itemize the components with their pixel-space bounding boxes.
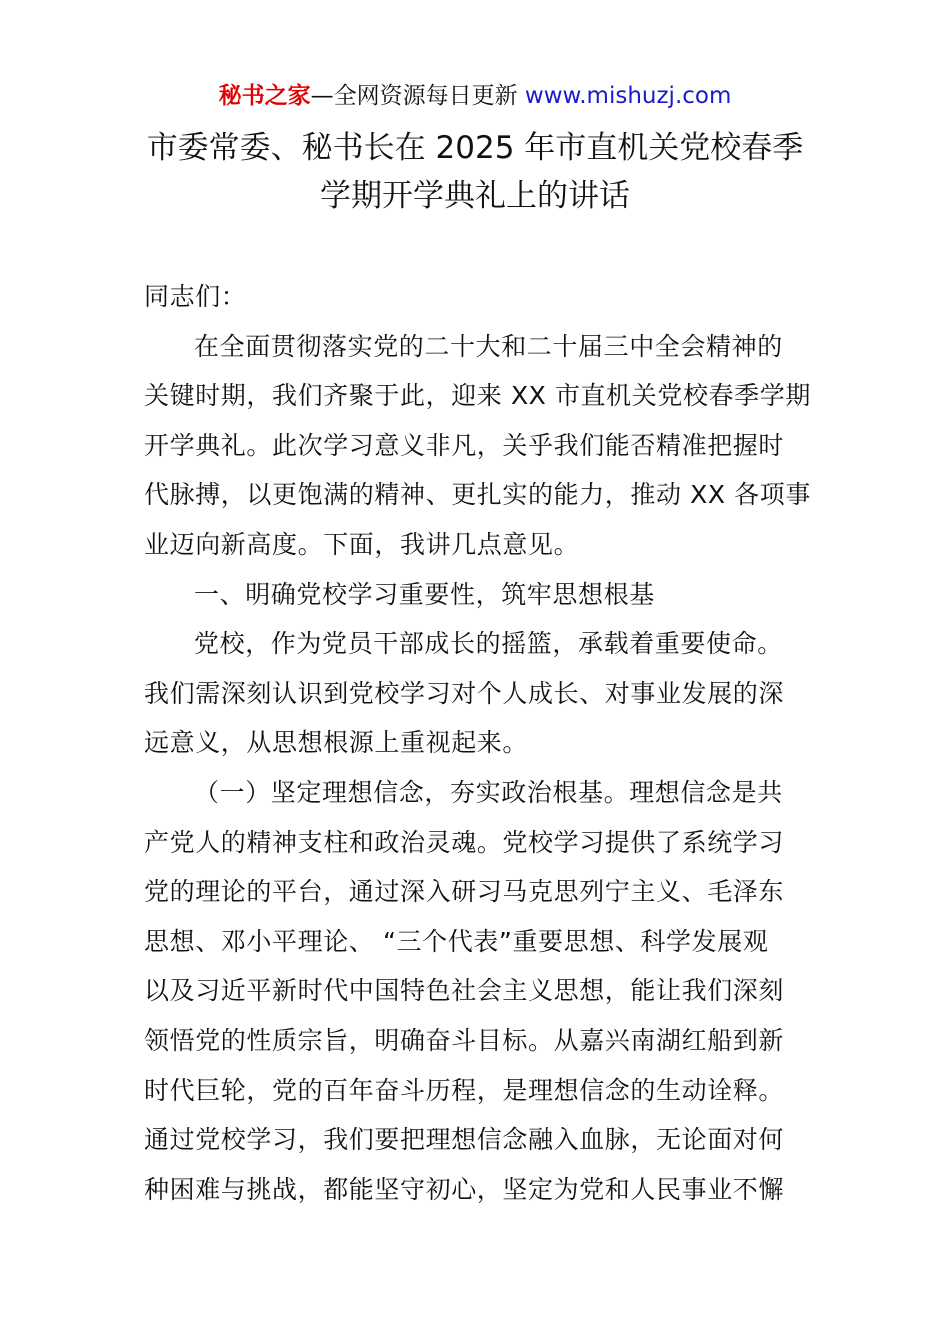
- body-line: 时代巨轮，党的百年奋斗历程，是理想信念的生动诠释。: [144, 1075, 785, 1105]
- body-line: 业迈向新高度。下面，我讲几点意见。: [144, 529, 580, 559]
- site-url-link[interactable]: www.mishuzj.com: [524, 83, 732, 109]
- site-header: [0, 80, 950, 112]
- document-body: [144, 272, 812, 1214]
- body-line: 关键时期，我们齐聚于此，迎来 XX 市直机关党校春季学期: [144, 381, 811, 411]
- body-line: 思想、邓小平理论、 “三个代表”重要思想、科学发展观: [144, 926, 769, 956]
- body-line: 在全面贯彻落实党的二十大和二十届三中全会精神的: [194, 331, 783, 361]
- title-line: 市委常委、秘书长在 2025 年市直机关党校春季: [146, 130, 804, 166]
- document-title: [100, 124, 850, 220]
- body-line: 我们需深刻认识到党校学习对个人成长、对事业发展的深: [144, 678, 785, 708]
- body-line: 远意义，从思想根源上重视起来。: [144, 728, 529, 758]
- body-line: 通过党校学习，我们要把理想信念融入血脉，无论面对何: [144, 1125, 785, 1155]
- body-line: 开学典礼。此次学习意义非凡，关乎我们能否精准把握时: [144, 430, 785, 460]
- body-line: 以及习近平新时代中国特色社会主义思想，能让我们深刻: [144, 976, 785, 1006]
- body-line: 代脉搏，以更饱满的精神、更扎实的能力，推动 XX 各项事: [144, 480, 811, 510]
- subsection-line: （一）坚定理想信念，夯实政治根基。理想信念是共: [194, 777, 783, 807]
- salutation: 同志们：: [144, 282, 247, 311]
- body-line: 党校，作为党员干部成长的摇篮，承载着重要使命。: [194, 629, 783, 659]
- section-heading: 一、明确党校学习重要性，筑牢思想根基: [194, 579, 655, 609]
- body-line: 领悟党的性质宗旨，明确奋斗目标。从嘉兴南湖红船到新: [144, 1025, 785, 1055]
- body-line: 党的理论的平台，通过深入研习马克思列宁主义、毛泽东: [144, 877, 785, 907]
- site-brand: 秘书之家: [218, 83, 311, 109]
- title-line: 学期开学典礼上的讲话: [320, 178, 630, 214]
- site-slogan: —全网资源每日更新: [310, 83, 525, 109]
- body-line: 种困难与挑战，都能坚守初心，坚定为党和人民事业不懈: [144, 1174, 785, 1204]
- body-line: 产党人的精神支柱和政治灵魂。党校学习提供了系统学习: [144, 827, 785, 857]
